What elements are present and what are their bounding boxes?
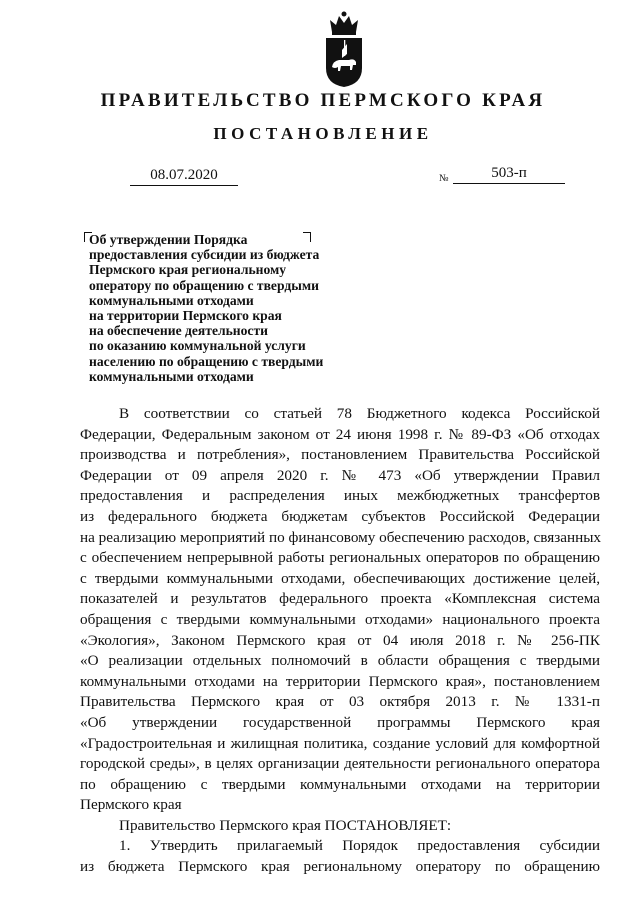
body-line: с твердыми коммунальными отходами, обеспечивающих достижение целей, bbox=[80, 569, 600, 587]
body-line: с обеспечением непрерывной работы региональных операторов по обращению bbox=[80, 549, 600, 567]
document-body bbox=[80, 404, 600, 878]
document-number: 503-п bbox=[453, 164, 565, 184]
body-line: на реализацию мероприятий по финансовому обеспечению расходов, связанных bbox=[80, 528, 602, 546]
title-line: на территории Пермского края bbox=[89, 308, 282, 324]
organization-title: ПРАВИТЕЛЬСТВО ПЕРМСКОГО КРАЯ bbox=[100, 90, 546, 111]
body-line: «О реализации отдельных полномочий в области обращения с твердыми bbox=[80, 652, 600, 670]
body-line: «Экология», Законом Пермского края от 04 июля 2018 г. № 256-ПК bbox=[80, 631, 600, 649]
title-line: на обеспечение деятельности bbox=[89, 323, 268, 339]
body-line: по обращению с твердыми коммунальными отходами на территории bbox=[80, 775, 600, 793]
body-line: из федерального бюджета бюджетам субъектов Российской Федерации bbox=[80, 507, 600, 525]
body-line: городской среды», в целях организации деятельности регионального оператора bbox=[80, 755, 600, 773]
body-line: Пермского края bbox=[80, 796, 182, 814]
body-line: показателей и результатов федерального проекта «Комплексная система bbox=[80, 590, 600, 608]
body-line: предоставления и распределения иных межбюджетных трансфертов bbox=[80, 487, 600, 505]
title-line: коммунальными отходами bbox=[89, 368, 254, 384]
body-line: Федерации, Федеральным законом от 24 июня 1998 г. № 89-ФЗ «Об отходах bbox=[80, 425, 600, 443]
body-line: «Градостроительная и жилищная политика, создание условий для комфортной bbox=[80, 734, 600, 752]
title-line: Пермского края региональному bbox=[89, 262, 287, 278]
body-line: обращения с твердыми коммунальными отходами» национального проекта bbox=[80, 610, 600, 628]
number-sign: № bbox=[439, 173, 449, 184]
body-line: коммунальными отходами на территории Пермского края», постановлением bbox=[80, 672, 600, 690]
title-line: Об утверждении Порядка bbox=[89, 232, 248, 247]
body-line: производства и потребления», постановлением Правительства Российской bbox=[80, 446, 600, 464]
title-line: оператору по обращению с твердыми bbox=[89, 277, 319, 293]
body-line: «Об утверждении государственной программы Пермского края bbox=[80, 713, 600, 731]
body-line: из бюджета Пермского края региональному оператору по обращению bbox=[80, 858, 600, 876]
document-date: 08.07.2020 bbox=[130, 166, 238, 186]
body-line: Правительства Пермского края от 03 октября 2013 г. № 1331-п bbox=[80, 693, 600, 711]
resolution-line: Правительство Пермского края ПОСТАНОВЛЯЕТ: bbox=[119, 816, 452, 834]
body-line: В соответствии со статьей 78 Бюджетного кодекса Российской bbox=[119, 405, 600, 422]
coat-of-arms-icon bbox=[323, 10, 365, 88]
document-type: ПОСТАНОВЛЕНИЕ bbox=[213, 124, 433, 143]
title-line: по оказанию коммунальной услуги bbox=[89, 338, 306, 354]
title-line: коммунальными отходами bbox=[89, 292, 254, 308]
body-line: Федерации от 09 апреля 2020 г. № 473 «Об утверждении Правил bbox=[80, 466, 600, 484]
body-line: 1. Утвердить прилагаемый Порядок предоставления субсидии bbox=[119, 837, 600, 855]
title-line: предоставления субсидии из бюджета bbox=[89, 247, 320, 263]
title-line: населению по обращению с твердыми bbox=[89, 353, 324, 369]
document-title bbox=[89, 232, 379, 384]
